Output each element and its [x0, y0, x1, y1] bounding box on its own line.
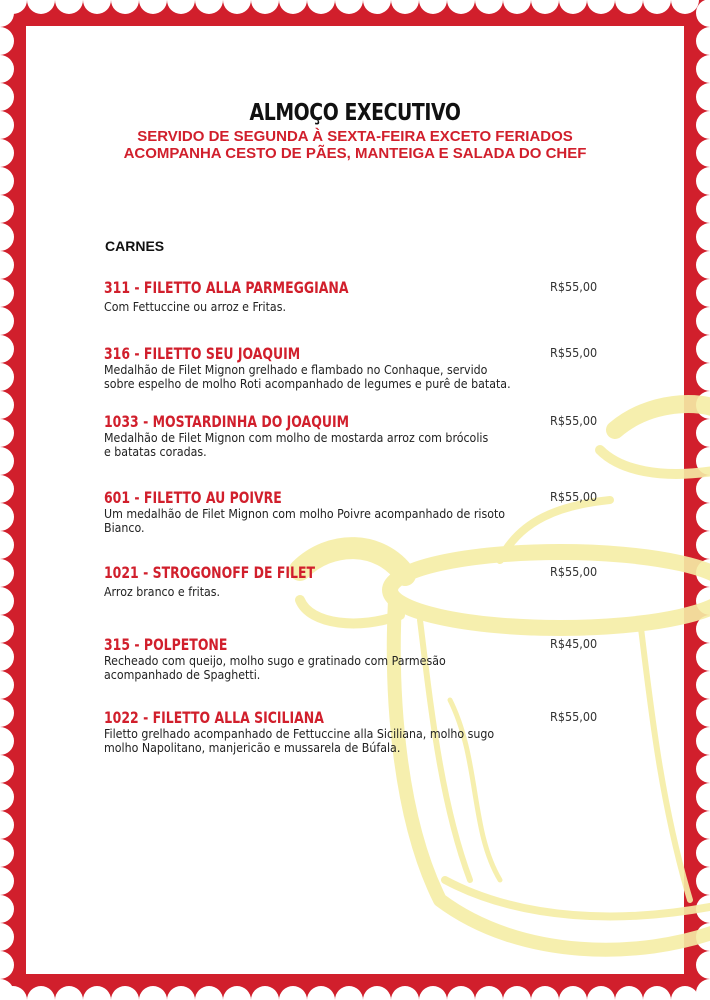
menu-item — [104, 412, 604, 459]
item-description: Recheado com queijo, molho sugo e gratinado com Parmesão — [104, 654, 446, 668]
menu-item — [104, 488, 604, 535]
item-description: e batatas coradas. — [104, 445, 207, 459]
item-name: 601 - FILETTO AU POIVRE — [104, 488, 282, 507]
section-title-carnes: CARNES — [105, 238, 165, 254]
menu-item — [104, 344, 604, 391]
item-description: Bianco. — [104, 521, 145, 535]
menu-item — [104, 635, 604, 682]
menu-item — [104, 278, 604, 314]
item-price: R$55,00 — [550, 413, 598, 428]
item-name: 1022 - FILETTO ALLA SICILIANA — [104, 708, 324, 727]
item-description: Arroz branco e fritas. — [104, 585, 221, 599]
item-description: sobre espelho de molho Roti acompanhado de legumes e purê de batata. — [104, 377, 511, 391]
item-price: R$55,00 — [550, 489, 598, 504]
item-description: molho Napolitano, manjericão e mussarela de Búfala. — [104, 741, 401, 755]
item-description: acompanhado de Spaghetti. — [104, 668, 261, 682]
included-items-note: ACOMPANHA CESTO DE PÃES, MANTEIGA E SALADA DO CHEF — [123, 145, 587, 162]
item-name: 1033 - MOSTARDINHA DO JOAQUIM — [104, 412, 350, 431]
item-name: 311 - FILETTO ALLA PARMEGGIANA — [104, 278, 349, 297]
page-title: ALMOÇO EXECUTIVO — [249, 100, 461, 126]
item-description: Medalhão de Filet Mignon com molho de mostarda arroz com brócolis — [104, 431, 489, 445]
menu-item — [104, 708, 604, 755]
item-price: R$55,00 — [550, 564, 598, 579]
item-name: 315 - POLPETONE — [104, 635, 228, 654]
item-price: R$55,00 — [550, 279, 598, 294]
item-description: Com Fettuccine ou arroz e Fritas. — [104, 300, 286, 314]
item-price: R$45,00 — [550, 636, 598, 651]
item-description: Um medalhão de Filet Mignon com molho Poivre acompanhado de risoto — [104, 507, 506, 521]
item-price: R$55,00 — [550, 345, 598, 360]
menu-item — [104, 563, 604, 599]
item-description: Medalhão de Filet Mignon grelhado e flambado no Conhaque, servido — [104, 363, 488, 377]
menu-header — [0, 98, 710, 162]
item-description: Filetto grelhado acompanhado de Fettuccine alla Siciliana, molho sugo — [104, 727, 495, 741]
item-name: 1021 - STROGONOFF DE FILET — [104, 563, 316, 582]
item-price: R$55,00 — [550, 709, 598, 724]
item-name: 316 - FILETTO SEU JOAQUIM — [104, 344, 301, 363]
service-days-note: SERVIDO DE SEGUNDA À SEXTA-FEIRA EXCETO FERIADOS — [137, 128, 573, 145]
